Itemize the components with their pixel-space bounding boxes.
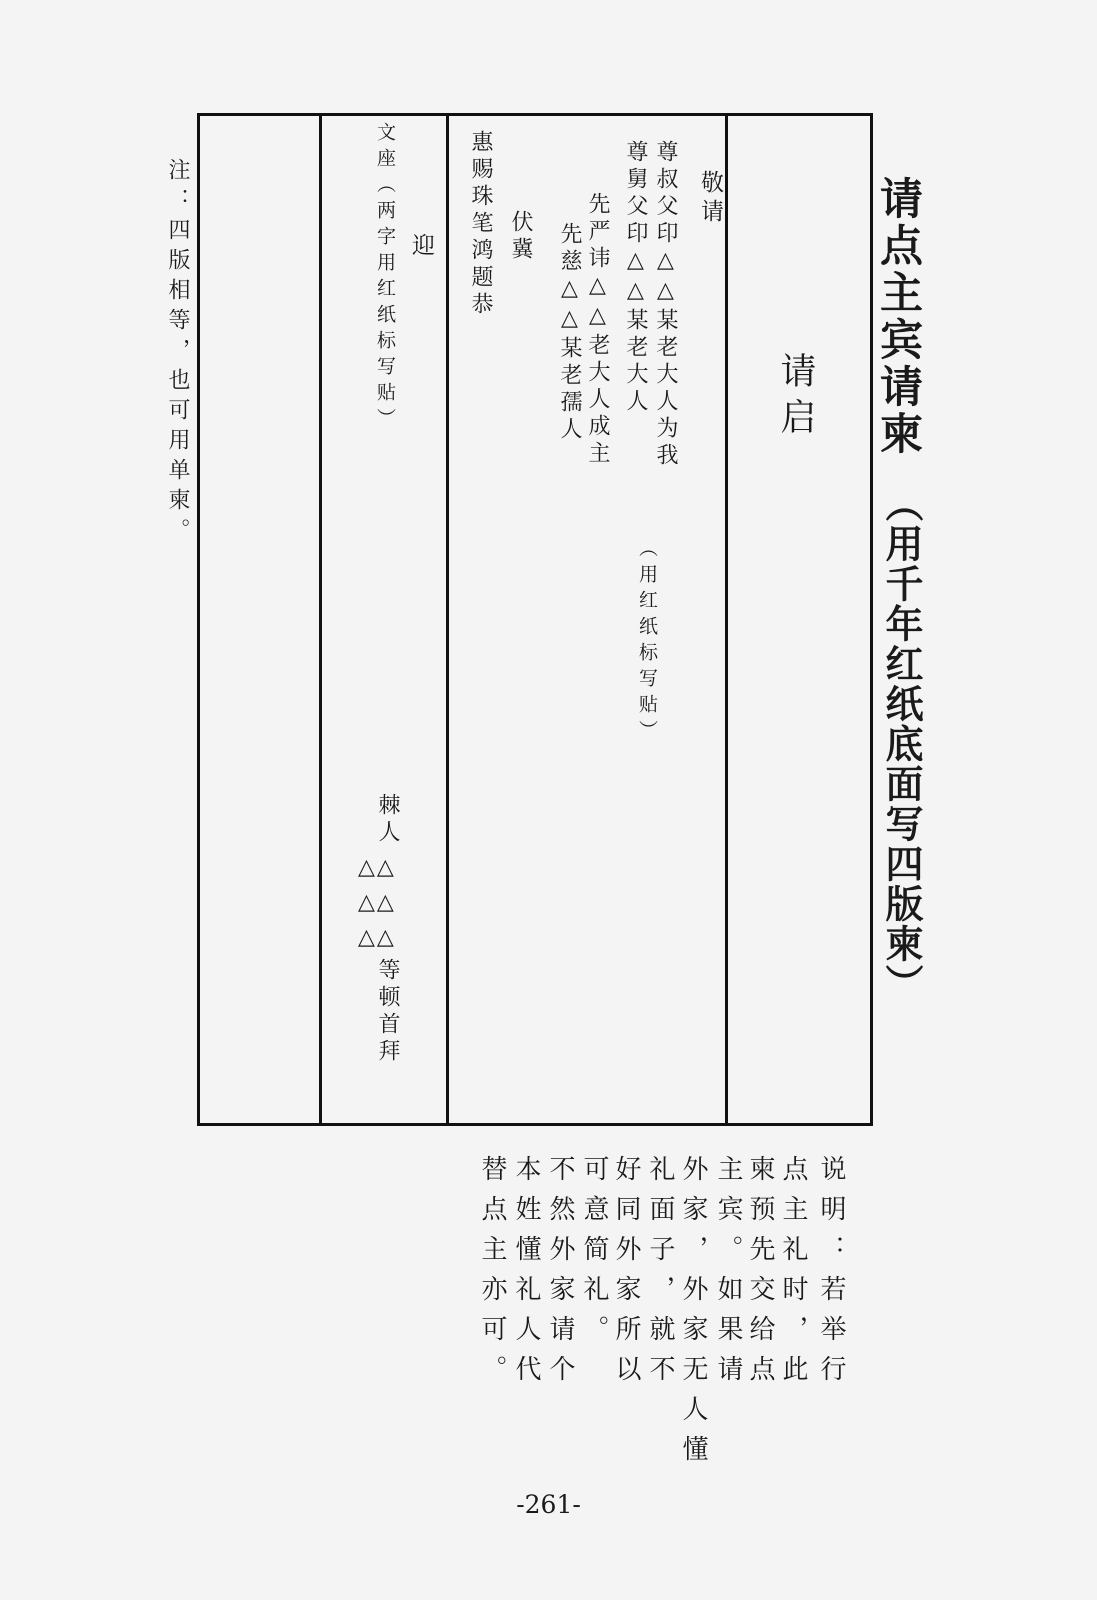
explanation-line: 替点主亦可。 bbox=[477, 1155, 507, 1395]
page-subtitle: （用千年红纸底面写四版柬） bbox=[879, 484, 923, 1004]
card-text: 文座（两字用红纸标写贴） bbox=[374, 122, 396, 434]
card-text: 伏冀 bbox=[508, 210, 533, 264]
card-text: 等顿首拜 bbox=[375, 958, 400, 1066]
card-text: 敬请 bbox=[697, 170, 723, 228]
page-number: -261- bbox=[516, 1490, 581, 1519]
page-title: 请点主宾请柬 bbox=[873, 176, 923, 458]
card-text: 先慈△△某老孺人 bbox=[557, 222, 582, 444]
invitation-card-frame bbox=[197, 113, 873, 1126]
card-text: △△ bbox=[358, 890, 396, 915]
column-divider bbox=[319, 113, 322, 1126]
explanation-line: 外家，外家无人懂 bbox=[678, 1155, 708, 1475]
card-text: 棘人 bbox=[375, 793, 400, 847]
explanation-line: 本姓懂礼人代 bbox=[511, 1155, 541, 1395]
column-divider bbox=[725, 113, 728, 1126]
explanation-line: 柬预先交给点 bbox=[745, 1155, 775, 1395]
column-divider bbox=[446, 113, 449, 1126]
card-text: 迎 bbox=[408, 233, 434, 262]
card-text: △△ bbox=[358, 855, 396, 880]
card-text: 先严讳△△老大人成主 bbox=[585, 192, 610, 468]
explanation-line: 可意简礼。 bbox=[579, 1155, 609, 1355]
explanation-line: 礼面子，就不 bbox=[645, 1155, 675, 1395]
explanation-line: 不然外家请个 bbox=[545, 1155, 575, 1395]
card-text: 尊舅父印△△某老大人 bbox=[623, 140, 648, 416]
explanation-line: 点主礼时，此 bbox=[778, 1155, 808, 1395]
card-text: 惠赐珠笔鸿题恭 bbox=[468, 130, 493, 319]
explanation-line: 说明：若举行 bbox=[816, 1155, 846, 1395]
explanation-line: 好同外家所以 bbox=[611, 1155, 641, 1395]
card-heading: 请启 bbox=[775, 352, 816, 444]
explanation-line: 主宾。如果请 bbox=[713, 1155, 743, 1395]
card-text: 尊叔父印△△某老大人为我 bbox=[653, 140, 678, 470]
card-text: （用红纸标写贴） bbox=[636, 538, 658, 746]
card-text: △△ bbox=[358, 925, 396, 950]
footnote: 注：四版相等，也可用单柬。 bbox=[165, 158, 190, 548]
